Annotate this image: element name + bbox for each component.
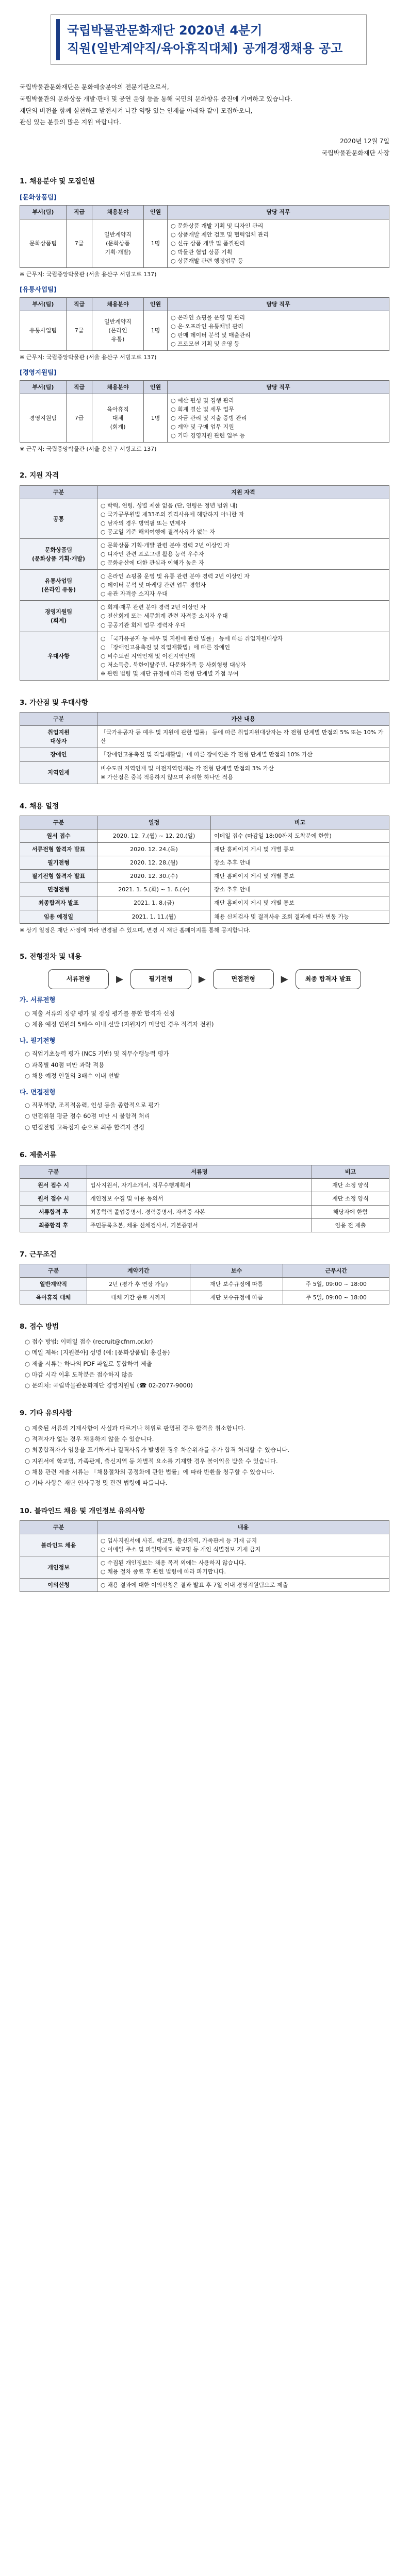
table-header: 채용분야 <box>92 206 144 219</box>
table-header-row <box>20 297 389 311</box>
cell-duty: ○ 온라인 쇼핑몰 운영 및 관리 ○ 온·오프라인 유통채널 관리 ○ 판매 데이터 분석 및 매출관리 ○ 프로모션 기획 및 운영 등 <box>168 311 389 350</box>
cell-stage: 일반계약직 <box>20 1278 87 1291</box>
cell-period: 대체 기간 종료 시까지 <box>87 1291 190 1304</box>
intro-line: 관심 있는 분들의 많은 지원 바랍니다. <box>20 118 121 126</box>
table-row <box>20 394 389 443</box>
flow-step: 면접전형 <box>213 969 274 989</box>
banner-accent-bar <box>56 19 60 60</box>
subsection-title: [경영지원팀] <box>20 368 57 376</box>
cell-note: 재단 홈페이지 게시 및 개별 통보 <box>211 870 389 883</box>
cell-rank: 7급 <box>67 311 92 350</box>
cell-stage: 필기전형 합격자 발표 <box>20 870 97 883</box>
cell-label: 개인정보 <box>20 1556 97 1579</box>
cell-stage: 최종합격 후 <box>20 1218 87 1232</box>
table-row <box>20 856 389 870</box>
table-row <box>20 1291 389 1304</box>
subsection-title: 다. 면접전형 <box>20 1088 56 1096</box>
cell-doc: 입사지원서, 자기소개서, 직무수행계획서 <box>87 1178 312 1192</box>
table-row <box>20 1178 389 1192</box>
cell-text: ○ 입사지원서에 사진, 학교명, 출신지역, 가족관계 등 기재 금지 ○ 이메일 주소 및 파일명에도 학교명 등 개인 식별정보 기재 금지 <box>97 1534 389 1556</box>
announce-date: 2020년 12월 7일 <box>340 138 389 145</box>
cell-text: 「장애인고용촉진 및 직업재활법」에 따른 장애인은 각 전형 단계별 만점의 10% 가산 <box>97 748 389 761</box>
cell-doc: 최종학력 졸업증명서, 경력증명서, 자격증 사본 <box>87 1205 312 1218</box>
flow-step: 최종 합격자 발표 <box>296 969 362 989</box>
table-header-row <box>20 1165 389 1178</box>
cell-doc: 주민등록초본, 채용 신체검사서, 기본증명서 <box>87 1218 312 1232</box>
section-title-recruitment: 1. 채용분야 및 모집인원 <box>20 177 95 185</box>
table-header-row <box>20 1521 389 1534</box>
table-header-row <box>20 816 389 829</box>
cell-text: ○ 학력, 연령, 성별 제한 없음 (단, 연령은 정년 범위 내) ○ 국가공무원법 제33조의 결격사유에 해당하지 아니한 자 ○ 남자의 경우 병역필 또는 면제자 ○ 공고일 기준 해외여행에 결격사유가 없는 자 <box>97 499 389 538</box>
bullet-line: ○ 제출된 서류의 기재사항이 사실과 다르거나 허위로 판명될 경우 합격을 취소합니다. <box>25 1424 246 1432</box>
table-header: 내용 <box>97 1521 389 1534</box>
cell-note: 해당자에 한함 <box>312 1205 389 1218</box>
note-workplace: ※ 근무지: 국립중앙박물관 (서울 용산구 서빙고로 137) <box>20 354 157 361</box>
cell-stage: 원서 접수 시 <box>20 1192 87 1205</box>
table-row <box>20 311 389 350</box>
table-header: 부서(팀) <box>20 381 67 394</box>
cell-duty: ○ 문화상품 개발 기획 및 디자인 관리 ○ 상품개발 제안 검토 및 협력업체 관리 ○ 신규 상품 개발 및 품질관리 ○ 박물관 협업 상품 기획 ○ 상품개발 관련 행정업무 등 <box>168 219 389 267</box>
conditions-table <box>20 1264 389 1304</box>
table-row <box>20 896 389 910</box>
cell-stage: 면접전형 <box>20 883 97 896</box>
table-header: 보수 <box>190 1264 283 1278</box>
cell-field: 육아휴직 대체 (회계) <box>92 394 144 443</box>
cell-text: ○ 문화상품 기획·개발 관련 분야 경력 2년 이상인 자 ○ 디자인 관련 프로그램 활용 능력 우수자 ○ 문화유산에 대한 관심과 이해가 높은 자 <box>97 539 389 570</box>
table-header: 담당 직무 <box>168 381 389 394</box>
recruitment-table-c <box>20 380 389 443</box>
table-header: 서류명 <box>87 1165 312 1178</box>
table-header: 구분 <box>20 1165 87 1178</box>
table-header: 부서(팀) <box>20 206 67 219</box>
cell-note: 채용 신체검사 및 결격사유 조회 결과에 따라 변동 가능 <box>211 910 389 923</box>
cell-text: ○ 수집된 개인정보는 채용 목적 외에는 사용하지 않습니다. ○ 채용 절차 종료 후 관련 법령에 따라 파기합니다. <box>97 1556 389 1579</box>
bullet-line: ○ 채용 관련 제출 서류는 「채용절차의 공정화에 관한 법률」에 따라 반환을 청구할 수 있습니다. <box>25 1468 275 1476</box>
cell-stage: 필기전형 <box>20 856 97 870</box>
bullet-line: ○ 접수 방법: 이메일 접수 (recruit@cfnm.or.kr) <box>25 1338 153 1346</box>
cell-text: 비수도권 지역인재 및 이전지역인재는 각 전형 단계별 만점의 3% 가산 ※ 가산점은 중복 적용하지 않으며 유리한 하나만 적용 <box>97 761 389 784</box>
subsection-title: 나. 필기전형 <box>20 1037 56 1045</box>
table-row <box>20 761 389 784</box>
cell-text: ○ 「국가유공자 등 예우 및 지원에 관한 법률」 등에 따른 취업지원대상자 ○ 「장애인고용촉진 및 직업재활법」에 따른 장애인 ○ 비수도권 지역인재 및 이전지역인재 ○ 저소득층, 북한이탈주민, 다문화가족 등 사회형평 대상자 ※ 관련 법령 및 재단 규정에 따라 전형 단계별 가점 부여 <box>97 632 389 680</box>
table-header: 채용분야 <box>92 297 144 311</box>
bonus-table <box>20 712 389 784</box>
arrow-right-icon: ▶ <box>281 973 288 985</box>
recruitment-table-a <box>20 205 389 267</box>
cell-doc: 개인정보 수집 및 이용 동의서 <box>87 1192 312 1205</box>
cell-note: 이메일 접수 (마감일 18:00까지 도착분에 한함) <box>211 829 389 843</box>
table-header: 일정 <box>97 816 211 829</box>
bullet-line: ○ 기타 사항은 재단 인사규정 및 관련 법령에 따릅니다. <box>25 1479 168 1487</box>
cell-text: 「국가유공자 등 예우 및 지원에 관한 법률」 등에 따른 취업지원대상자는 각 전형 단계별 만점의 5% 또는 10% 가산 <box>97 726 389 748</box>
bullet-line: ○ 마감 시각 이후 도착분은 접수하지 않음 <box>25 1370 133 1378</box>
cell-note: 재단 홈페이지 게시 및 개별 통보 <box>211 896 389 910</box>
section-title-application: 8. 접수 방법 <box>20 1323 59 1331</box>
section-title-bonus: 3. 가산점 및 우대사항 <box>20 698 88 707</box>
bullet-line: ○ 면접위원 평균 점수 60점 미만 시 불합격 처리 <box>25 1112 150 1120</box>
cell-hours: 주 5일, 09:00 ~ 18:00 <box>283 1278 389 1291</box>
cell-field: 일반계약직 (온라인 유통) <box>92 311 144 350</box>
table-header: 지원 자격 <box>97 485 389 499</box>
qualification-table <box>20 485 389 681</box>
table-header: 구분 <box>20 485 97 499</box>
bullet-line: ○ 지원서에 학교명, 가족관계, 출신지역 등 차별적 요소를 기재할 경우 불이익을 받을 수 있습니다. <box>25 1457 278 1465</box>
section-title-blind: 10. 블라인드 채용 및 개인정보 유의사항 <box>20 1506 145 1515</box>
table-header: 근무시간 <box>283 1264 389 1278</box>
cell-count: 1명 <box>144 311 168 350</box>
section-title-conditions: 7. 근무조건 <box>20 1250 57 1259</box>
cell-label: 우대사항 <box>20 632 97 680</box>
table-row <box>20 539 389 570</box>
cell-label: 이의신청 <box>20 1579 97 1592</box>
table-row <box>20 726 389 748</box>
table-row <box>20 843 389 856</box>
intro-line: 재단의 비전을 함께 실현하고 발전시켜 나갈 역량 있는 인재를 아래와 같이 모집하오니, <box>20 107 253 114</box>
table-row <box>20 219 389 267</box>
table-row <box>20 829 389 843</box>
cell-date: 2021. 1. 11.(월) <box>97 910 211 923</box>
table-header: 채용분야 <box>92 381 144 394</box>
cell-rank: 7급 <box>67 394 92 443</box>
cell-period: 2년 (평가 후 연장 가능) <box>87 1278 190 1291</box>
table-row <box>20 1534 389 1556</box>
cell-duty: ○ 예산 편성 및 집행 관리 ○ 회계 결산 및 세무 업무 ○ 자금 관리 및 지출 증빙 관리 ○ 계약 및 구매 업무 지원 ○ 기타 경영지원 관련 업무 등 <box>168 394 389 443</box>
cell-date: 2021. 1. 5.(화) ~ 1. 6.(수) <box>97 883 211 896</box>
table-row <box>20 632 389 680</box>
intro-line: 국립박물관문화재단은 문화예술분야의 전문기관으로서, <box>20 83 169 91</box>
notes-bullets <box>20 1423 389 1489</box>
cell-stage: 최종합격자 발표 <box>20 896 97 910</box>
bullet-line: ○ 직무역량, 조직적응력, 인성 등을 종합적으로 평가 <box>25 1101 160 1109</box>
table-row <box>20 601 389 632</box>
bullet-line: ○ 면접전형 고득점자 순으로 최종 합격자 결정 <box>25 1123 144 1131</box>
cell-pay: 재단 보수규정에 따름 <box>190 1278 283 1291</box>
table-header: 직급 <box>67 297 92 311</box>
cell-label: 유통사업팀 (온라인 유통) <box>20 570 97 601</box>
banner-title-line2: 직원(일반계약직/육아휴직대체) 공개경쟁채용 공고 <box>67 41 343 56</box>
bullet-line: ○ 적격자가 없는 경우 채용하지 않을 수 있습니다. <box>25 1435 154 1443</box>
table-row <box>20 748 389 761</box>
cell-note: 장소 추후 안내 <box>211 856 389 870</box>
cell-label: 취업지원 대상자 <box>20 726 97 748</box>
section-title-qualifications: 2. 지원 자격 <box>20 471 59 480</box>
table-row <box>20 1192 389 1205</box>
cell-note: 임용 전 제출 <box>312 1218 389 1232</box>
cell-date: 2020. 12. 30.(수) <box>97 870 211 883</box>
cell-count: 1명 <box>144 219 168 267</box>
table-row <box>20 1579 389 1592</box>
intro-line: 국립박물관의 문화상품 개발·판매 및 공연 운영 등을 통해 국민의 문화향유 증진에 기여하고 있습니다. <box>20 95 292 103</box>
bullet-line: ○ 직업기초능력 평가 (NCS 기반) 및 직무수행능력 평가 <box>25 1050 169 1058</box>
table-row <box>20 1205 389 1218</box>
cell-text: ○ 온라인 쇼핑몰 운영 및 유통 관련 분야 경력 2년 이상인 자 ○ 데이터 분석 및 마케팅 관련 업무 경험자 ○ 유관 자격증 소지자 우대 <box>97 570 389 601</box>
section-title-documents: 6. 제출서류 <box>20 1150 57 1159</box>
announce-org: 국립박물관문화재단 사장 <box>321 149 389 157</box>
table-header-row <box>20 713 389 726</box>
cell-rank: 7급 <box>67 219 92 267</box>
table-header: 담당 직무 <box>168 297 389 311</box>
cell-stage: 서류전형 합격자 발표 <box>20 843 97 856</box>
bullet-line: ○ 메일 제목: [지원분야] 성명 (예: [문화상품팀] 홍길동) <box>25 1349 170 1357</box>
cell-date: 2021. 1. 8.(금) <box>97 896 211 910</box>
cell-text: ○ 채용 결과에 대한 이의신청은 결과 발표 후 7일 이내 경영지원팀으로 제출 <box>97 1579 389 1592</box>
cell-text: ○ 회계·재무 관련 분야 경력 2년 이상인 자 ○ 전산회계 또는 세무회계 관련 자격증 소지자 우대 ○ 공공기관 회계 업무 경력자 우대 <box>97 601 389 632</box>
table-header-row <box>20 206 389 219</box>
table-header: 가산 내용 <box>97 713 389 726</box>
section-title-notes: 9. 기타 유의사항 <box>20 1409 73 1418</box>
table-header-row <box>20 381 389 394</box>
note-workplace: ※ 근무지: 국립중앙박물관 (서울 용산구 서빙고로 137) <box>20 446 157 453</box>
process-bullets <box>20 1008 389 1030</box>
cell-date: 2020. 12. 7.(월) ~ 12. 20.(일) <box>97 829 211 843</box>
cell-field: 일반계약직 (문화상품 기획·개발) <box>92 219 144 267</box>
table-row <box>20 570 389 601</box>
table-header: 구분 <box>20 713 97 726</box>
table-header: 인원 <box>144 297 168 311</box>
subsection-title: [문화상품팀] <box>20 193 57 201</box>
section-title-process: 5. 전형절차 및 내용 <box>20 952 81 961</box>
cell-note: 재단 홈페이지 게시 및 개별 통보 <box>211 843 389 856</box>
section-title-schedule: 4. 채용 일정 <box>20 802 59 810</box>
table-header: 직급 <box>67 381 92 394</box>
bullet-line: ○ 최종합격자가 임용을 포기하거나 결격사유가 발생한 경우 차순위자를 추가 합격 처리할 수 있습니다. <box>25 1446 290 1454</box>
cell-label: 지역인재 <box>20 761 97 784</box>
cell-date: 2020. 12. 28.(월) <box>97 856 211 870</box>
table-row <box>20 1556 389 1579</box>
arrow-right-icon: ▶ <box>116 973 123 985</box>
table-row <box>20 1218 389 1232</box>
bullet-line: ○ 제출 서류는 하나의 PDF 파일로 통합하여 제출 <box>25 1360 152 1367</box>
flow-step: 필기전형 <box>130 969 191 989</box>
table-row <box>20 910 389 923</box>
cell-label: 공통 <box>20 499 97 538</box>
cell-date: 2020. 12. 24.(목) <box>97 843 211 856</box>
cell-note: 재단 소정 양식 <box>312 1192 389 1205</box>
subsection-title: [유통사업팀] <box>20 285 57 293</box>
banner-title-line1: 국립박물관문화재단 2020년 4분기 <box>67 23 263 38</box>
cell-stage: 육아휴직 대체 <box>20 1291 87 1304</box>
cell-stage: 원서 접수 시 <box>20 1178 87 1192</box>
table-header: 담당 직무 <box>168 206 389 219</box>
cell-stage: 임용 예정일 <box>20 910 97 923</box>
documents-table <box>20 1165 389 1232</box>
contact-line: ○ 문의처: 국립박물관문화재단 경영지원팀 (☎ 02-2077-9000) <box>25 1382 193 1389</box>
signature-block <box>20 135 389 159</box>
table-row <box>20 870 389 883</box>
cell-pay: 재단 보수규정에 따름 <box>190 1291 283 1304</box>
cell-dept: 경영지원팀 <box>20 394 67 443</box>
note-workplace: ※ 근무지: 국립중앙박물관 (서울 용산구 서빙고로 137) <box>20 270 157 278</box>
subsection-title: 가. 서류전형 <box>20 996 56 1004</box>
table-header: 직급 <box>67 206 92 219</box>
cell-label: 장애인 <box>20 748 97 761</box>
title-banner <box>51 14 367 65</box>
process-bullets <box>20 1100 389 1133</box>
cell-label: 경영지원팀 (회계) <box>20 601 97 632</box>
process-flow <box>20 969 389 989</box>
table-header: 구분 <box>20 816 97 829</box>
arrow-right-icon: ▶ <box>198 973 206 985</box>
table-row <box>20 1278 389 1291</box>
table-header: 비고 <box>312 1165 389 1178</box>
cell-count: 1명 <box>144 394 168 443</box>
banner-text <box>67 19 342 60</box>
table-header: 비고 <box>211 816 389 829</box>
table-header: 계약기간 <box>87 1264 190 1278</box>
table-row <box>20 883 389 896</box>
cell-hours: 주 5일, 09:00 ~ 18:00 <box>283 1291 389 1304</box>
blind-table <box>20 1520 389 1592</box>
cell-stage: 서류합격 후 <box>20 1205 87 1218</box>
bullet-line: ○ 채용 예정 인원의 5배수 이내 선발 (지원자가 미달인 경우 적격자 전원) <box>25 1020 214 1028</box>
bullet-line: ○ 과목별 40점 미만 과락 적용 <box>25 1061 105 1069</box>
cell-label: 블라인드 채용 <box>20 1534 97 1556</box>
process-bullets <box>20 1048 389 1081</box>
cell-note: 재단 소정 양식 <box>312 1178 389 1192</box>
cell-stage: 원서 접수 <box>20 829 97 843</box>
table-header-row <box>20 1264 389 1278</box>
recruitment-table-b <box>20 297 389 351</box>
table-row <box>20 499 389 538</box>
cell-dept: 유통사업팀 <box>20 311 67 350</box>
table-header: 부서(팀) <box>20 297 67 311</box>
table-header-row <box>20 485 389 499</box>
cell-note: 장소 추후 안내 <box>211 883 389 896</box>
schedule-note: ※ 상기 일정은 재단 사정에 따라 변경될 수 있으며, 변경 시 재단 홈페이지를 통해 공지합니다. <box>20 926 251 934</box>
intro-paragraph <box>20 81 389 128</box>
cell-dept: 문화상품팀 <box>20 219 67 267</box>
cell-label: 문화상품팀 (문화상품 기획·개발) <box>20 539 97 570</box>
schedule-table <box>20 816 389 923</box>
flow-step: 서류전형 <box>48 969 109 989</box>
bullet-line: ○ 채용 예정 인원의 3배수 이내 선발 <box>25 1072 120 1079</box>
application-bullets <box>20 1336 389 1391</box>
table-header: 인원 <box>144 206 168 219</box>
table-header: 구분 <box>20 1521 97 1534</box>
table-header: 인원 <box>144 381 168 394</box>
table-header: 구분 <box>20 1264 87 1278</box>
bullet-line: ○ 제출 서류의 정량 평가 및 정성 평가를 통한 합격자 선정 <box>25 1009 175 1017</box>
